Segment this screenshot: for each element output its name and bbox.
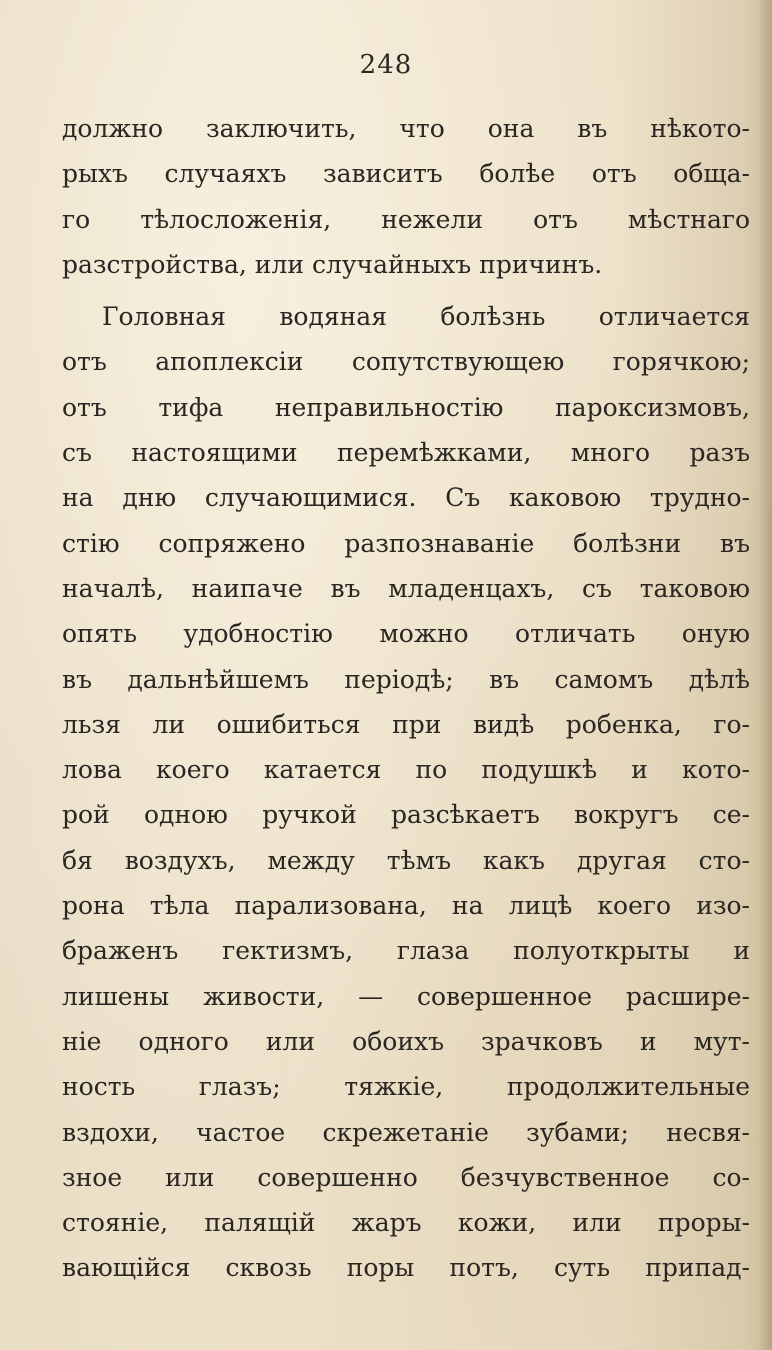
text-line: отъ тифа неправильностію пароксизмовъ,	[62, 392, 750, 422]
text-line: вающійся сквозь поры потъ, суть припад-	[62, 1253, 750, 1283]
body-text	[62, 106, 750, 1291]
paragraph-2	[62, 294, 750, 1291]
text-line: браженъ гектизмъ, глаза полуоткрыты и	[62, 936, 750, 966]
text-line: льзя ли ошибиться при видѣ робенка, го-	[62, 709, 750, 739]
text-line: го тѣлосложенія, нежели отъ мѣстнаго	[62, 204, 750, 234]
text-line: опять удобностію можно отличать оную	[62, 619, 750, 649]
text-line: отъ апоплексіи сопутствующею горячкою;	[62, 347, 750, 377]
text-line: Головная водяная болѣзнь отличается	[102, 302, 750, 332]
text-line: зное или совершенно безчувственное со-	[62, 1162, 750, 1192]
page-edge-shadow	[758, 0, 772, 1350]
text-line: вздохи, частое скрежетаніе зубами; несвя-	[62, 1117, 750, 1147]
text-line: стію сопряжено разпознаваніе болѣзни въ	[62, 528, 750, 558]
text-line: рой одною ручкой разсѣкаетъ вокругъ се-	[62, 800, 750, 830]
paragraph-1	[62, 106, 750, 287]
text-line: разстройства, или случайныхъ причинъ.	[62, 249, 603, 279]
text-line: должно заключить, что она въ нѣкото-	[62, 114, 750, 143]
text-line: стояніе, палящій жаръ кожи, или проры-	[62, 1208, 750, 1238]
text-line: на дню случающимися. Съ каковою трудно-	[62, 483, 750, 513]
text-line: въ дальнѣйшемъ періодѣ; въ самомъ дѣлѣ	[62, 664, 750, 694]
text-line: лова коего катается по подушкѣ и кото-	[62, 755, 750, 785]
text-line: ность глазъ; тяжкіе, продолжительные	[62, 1072, 750, 1102]
text-line: рыхъ случаяхъ зависитъ болѣе отъ обща-	[62, 159, 750, 189]
text-line: съ настоящими перемѣжками, много разъ	[62, 438, 750, 468]
text-line: ніе одного или обоихъ зрачковъ и мут-	[62, 1026, 750, 1056]
page-number: 248	[359, 50, 413, 80]
text-line: лишены живости, — совершенное расшире-	[62, 981, 750, 1011]
text-line: началѣ, наипаче въ младенцахъ, съ таковою	[62, 573, 750, 603]
text-line: рона тѣла парализована, на лицѣ коего изо-	[62, 891, 750, 921]
text-line: бя воздухъ, между тѣмъ какъ другая сто-	[62, 845, 750, 875]
